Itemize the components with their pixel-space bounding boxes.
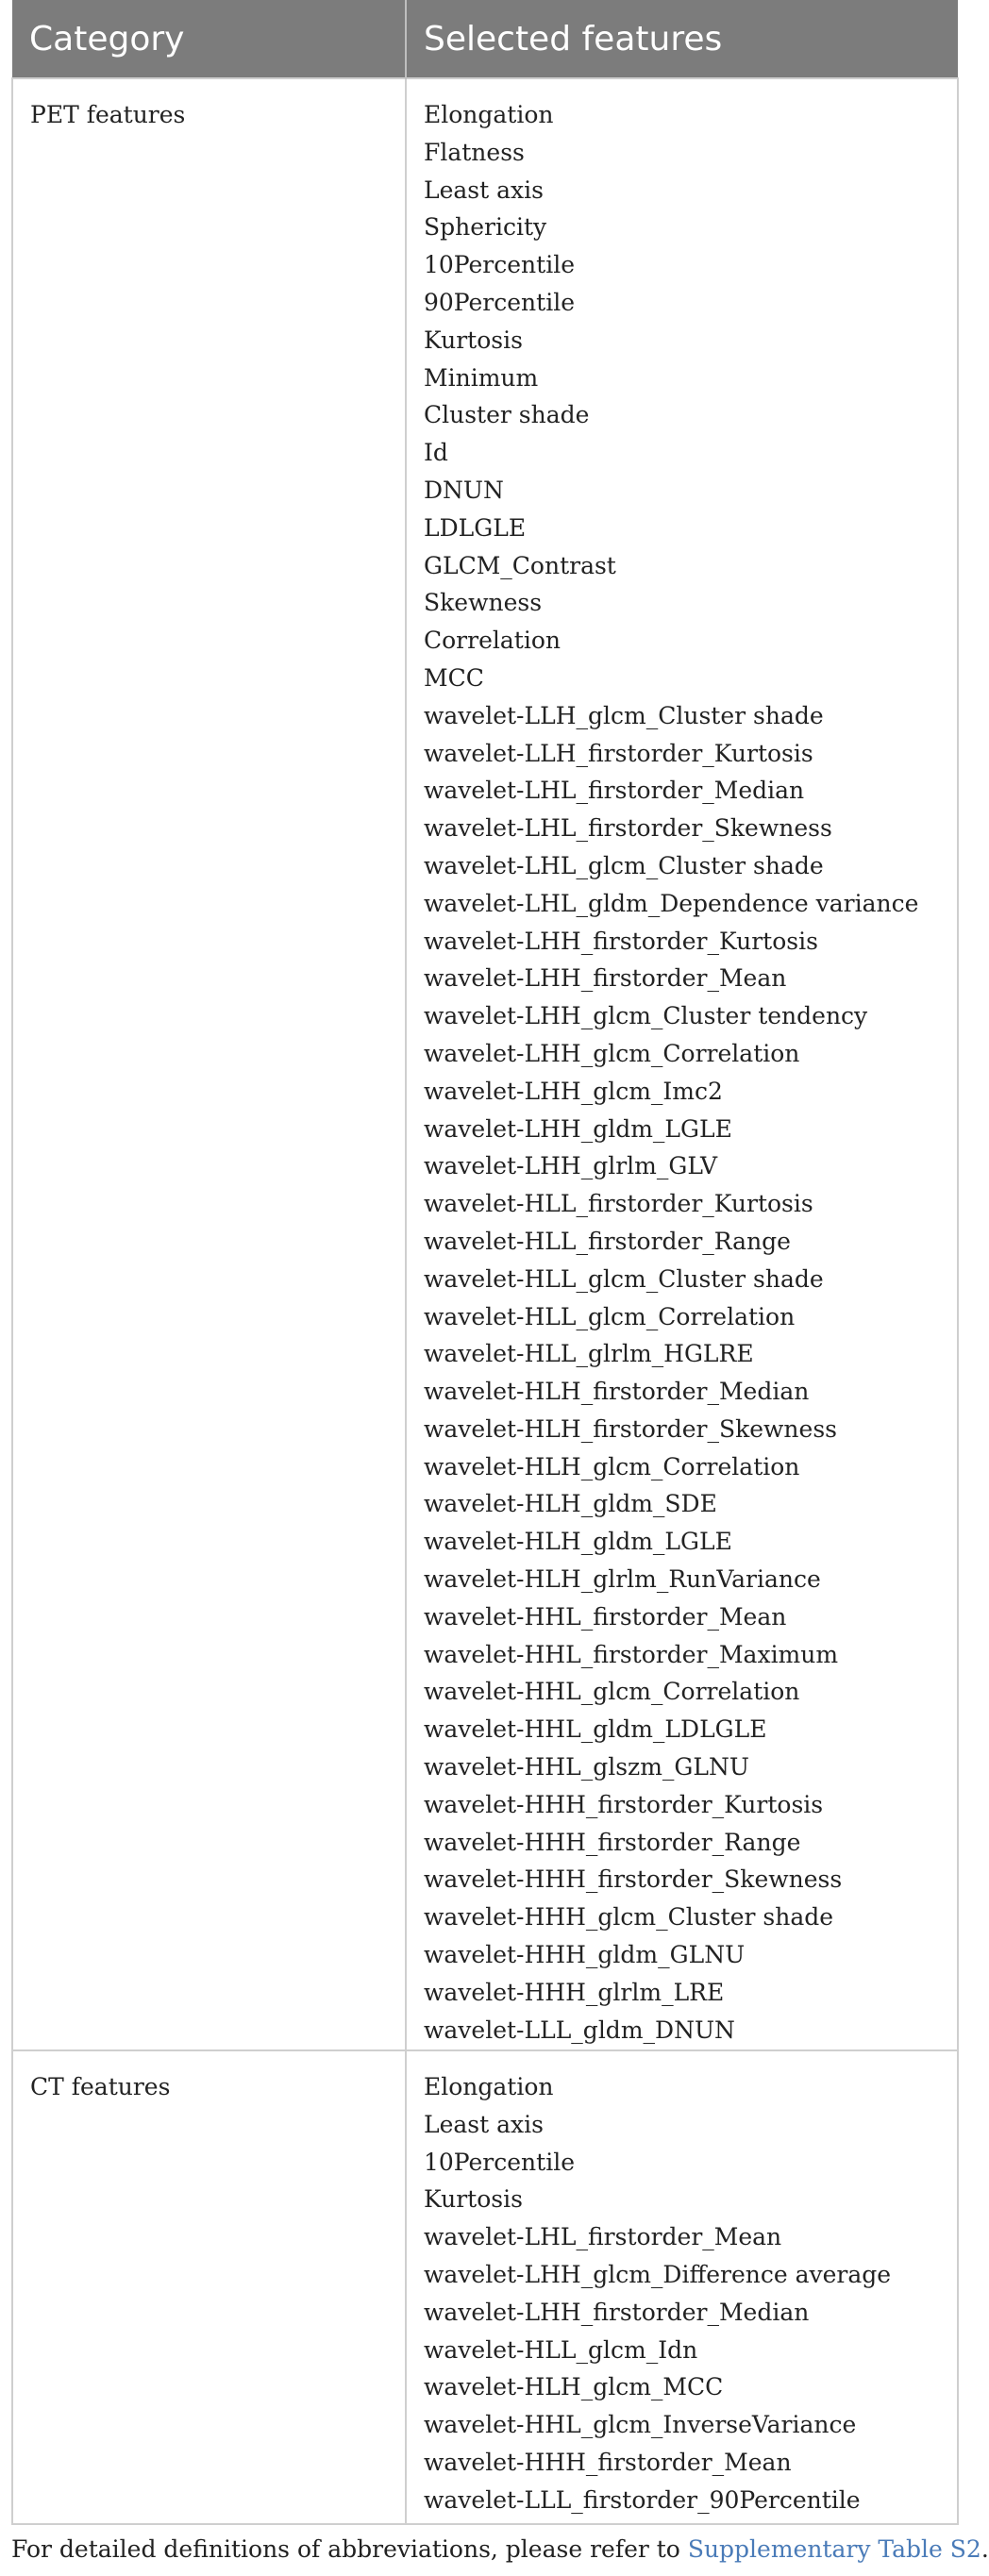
feature-item: Id [424,439,448,467]
feature-item: wavelet-HLH_glcm_MCC [424,2373,724,2401]
table-row [12,78,958,2050]
feature-item: wavelet-LHH_firstorder_Mean [424,964,787,993]
feature-item: Kurtosis [424,326,523,354]
feature-item: wavelet-LHL_glcm_Cluster shade [424,851,824,879]
feature-item: wavelet-HHL_glcm_Correlation [424,1678,800,1706]
feature-item: wavelet-HHH_gldm_GLNU [424,1941,746,1969]
footnote-text: For detailed definitions of abbreviations, please refer to [11,2535,688,2563]
category-label: PET features [30,101,186,128]
feature-item: wavelet-HLL_firstorder_Range [424,1227,791,1255]
feature-item: Kurtosis [424,2185,523,2214]
table-footnote [11,2535,989,2564]
feature-item: 10Percentile [424,2148,575,2176]
feature-item: DNUN [424,476,504,504]
selected-features-table [11,0,959,2525]
feature-item: Elongation [424,101,554,128]
feature-item: MCC [424,663,484,692]
header-category: Category [12,0,406,78]
feature-item: wavelet-LHL_gldm_Dependence variance [424,889,919,917]
feature-item: wavelet-LHH_firstorder_Kurtosis [424,927,818,955]
feature-list [407,79,957,2049]
feature-item: wavelet-HHL_gldm_LDLGLE [424,1715,767,1744]
feature-item: wavelet-HLH_gldm_SDE [424,1490,717,1518]
feature-item: wavelet-LLL_firstorder_90Percentile [424,2485,861,2514]
feature-item: wavelet-HLH_gldm_LGLE [424,1528,732,1556]
table-header-row [12,0,958,78]
feature-item: wavelet-LHH_glcm_Cluster tendency [424,1002,868,1030]
feature-item: wavelet-HHL_glszm_GLNU [424,1753,749,1781]
feature-item: wavelet-LHL_firstorder_Median [424,777,805,805]
feature-item: Cluster shade [424,401,590,429]
feature-item: wavelet-HHH_firstorder_Skewness [424,1865,843,1894]
feature-item: wavelet-HHH_firstorder_Mean [424,2448,792,2476]
feature-item: wavelet-HLH_glcm_Correlation [424,1452,800,1480]
features-cell [406,2050,958,2524]
feature-item: Flatness [424,138,525,166]
feature-item: wavelet-HLH_firstorder_Skewness [424,1414,837,1443]
feature-item: Minimum [424,363,539,392]
feature-item: wavelet-HLL_glcm_Idn [424,2335,698,2364]
table-row [12,2050,958,2524]
feature-item: wavelet-LLH_firstorder_Kurtosis [424,739,813,767]
feature-item: wavelet-HHL_firstorder_Maximum [424,1640,839,1668]
feature-item: wavelet-HLH_glrlm_RunVariance [424,1565,821,1594]
feature-item: wavelet-HHH_firstorder_Kurtosis [424,1790,824,1818]
feature-item: wavelet-HLH_firstorder_Median [424,1378,810,1406]
feature-item: wavelet-LLH_glcm_Cluster shade [424,701,824,729]
feature-item: Correlation [424,627,561,655]
feature-item: wavelet-LHH_gldm_LGLE [424,1114,732,1143]
feature-item: LDLGLE [424,513,527,542]
feature-item: wavelet-HHL_firstorder_Mean [424,1602,787,1631]
feature-item: wavelet-HLL_firstorder_Kurtosis [424,1190,813,1218]
feature-item: wavelet-LHH_glcm_Correlation [424,1039,800,1067]
features-cell [406,78,958,2050]
feature-item: wavelet-LHH_glcm_Difference average [424,2260,892,2288]
footnote-period: . [981,2535,989,2563]
category-cell [12,2050,406,2524]
feature-item: wavelet-HLL_glcm_Correlation [424,1302,796,1330]
feature-item: Least axis [424,176,544,204]
feature-item: wavelet-HLL_glrlm_HGLRE [424,1340,754,1368]
feature-item: wavelet-HHH_firstorder_Range [424,1828,801,1856]
feature-item: Sphericity [424,213,547,242]
feature-item: wavelet-LLL_gldm_DNUN [424,2016,735,2044]
feature-item: 90Percentile [424,288,575,316]
header-selected-features: Selected features [406,0,958,78]
category-cell [12,78,406,2050]
feature-item: wavelet-LHH_firstorder_Median [424,2298,810,2326]
feature-item: 10Percentile [424,251,575,279]
feature-item: GLCM_Contrast [424,551,616,579]
feature-item: wavelet-HHH_glcm_Cluster shade [424,1903,834,1932]
feature-item: wavelet-LHH_glrlm_GLV [424,1152,718,1180]
feature-item: wavelet-HHH_glrlm_LRE [424,1978,725,2006]
feature-item: wavelet-LHH_glcm_Imc2 [424,1077,723,1105]
feature-item: wavelet-HHL_glcm_InverseVariance [424,2411,857,2439]
feature-item: Skewness [424,589,543,617]
category-label: CT features [30,2073,171,2100]
features-table-container [11,0,957,2525]
supplementary-table-link[interactable]: Supplementary Table S2 [687,2535,981,2563]
feature-item: Elongation [424,2073,554,2100]
feature-item: Least axis [424,2110,544,2138]
feature-list [407,2051,957,2519]
feature-item: wavelet-LHL_firstorder_Skewness [424,814,832,843]
feature-item: wavelet-LHL_firstorder_Mean [424,2223,782,2251]
feature-item: wavelet-HLL_glcm_Cluster shade [424,1264,824,1293]
